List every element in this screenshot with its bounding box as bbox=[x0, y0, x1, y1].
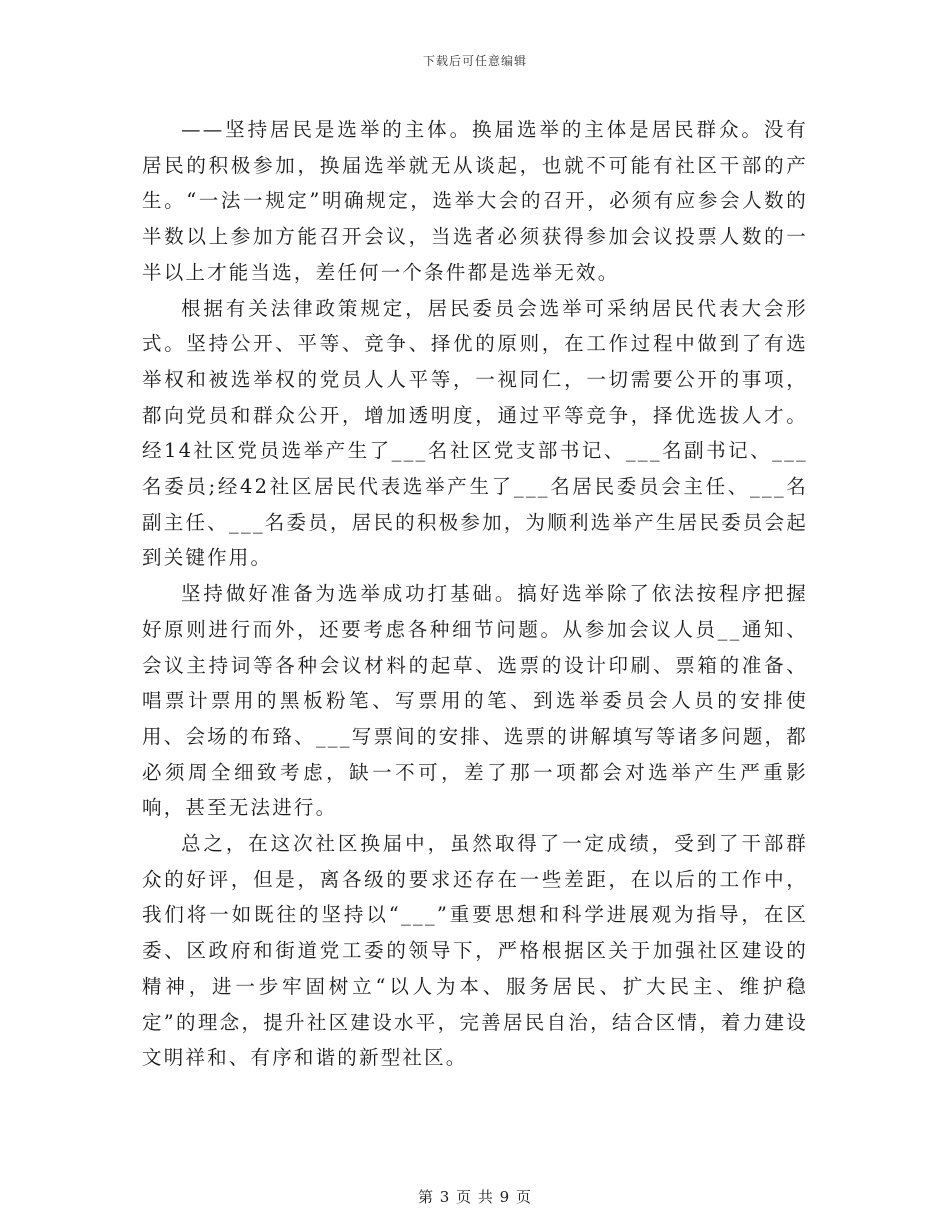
paragraph-2: 根据有关法律政策规定，居民委员会选举可采纳居民代表大会形式。坚持公开、平等、竞争、择优的原则，在工作过程中做到了有选举权和被选举权的党员人人平等，一视同仁，一切需要公开的事项，都向党员和群众公开，增加透明度，通过平等竞争，择优选拔人才。经14社区党员选举产生了___名社区党支部书记、___名副书记、___名委员;经42社区居民代表选举产生了___名居民委员会主任、___名副主任、___名委员，居民的积极参加，为顺利选举产生居民委员会起到关键作用。 bbox=[142, 296, 808, 570]
paragraph-1: ——坚持居民是选举的主体。换届选举的主体是居民群众。没有居民的积极参加，换届选举就无从谈起，也就不可能有社区干部的产生。“一法一规定”明确规定，选举大会的召开，必须有应参会人数的半数以上参加方能召开会议，当选者必须获得参加会议投票人数的一半以上才能当选，差任何一个条件都是选举无效。 bbox=[142, 118, 808, 284]
paragraph-3: 坚持做好准备为选举成功打基础。搞好选举除了依法按程序把握好原则进行而外，还要考虑各种细节问题。从参加会议人员__通知、会议主持词等各种会议材料的起草、选票的设计印刷、票箱的准备、唱票计票用的黑板粉笔、写票用的笔、到选举委员会人员的安排使用、会场的布臵、___写票间的安排、选票的讲解填写等诸多问题，都必须周全细致考虑，缺一不可，差了那一项都会对选举产生严重影响，甚至无法进行。 bbox=[142, 582, 808, 820]
document-body bbox=[142, 112, 808, 1076]
page-header: 下载后可任意编辑 bbox=[422, 54, 527, 68]
paragraph-4: 总之，在这次社区换届中，虽然取得了一定成绩，受到了干部群众的好评，但是，离各级的要求还存在一些差距，在以后的工作中，我们将一如既往的坚持以“___”重要思想和科学进展观为指导，在区委、区政府和街道党工委的领导下，严格根据区关于加强社区建设的精神，进一步牢固树立“以人为本、服务居民、扩大民主、维护稳定”的理念，提升社区建设水平，完善居民自治，结合区情，着力建设文明祥和、有序和谐的新型社区。 bbox=[142, 832, 808, 1070]
page-number: 第 3 页 共 9 页 bbox=[418, 1188, 532, 1206]
